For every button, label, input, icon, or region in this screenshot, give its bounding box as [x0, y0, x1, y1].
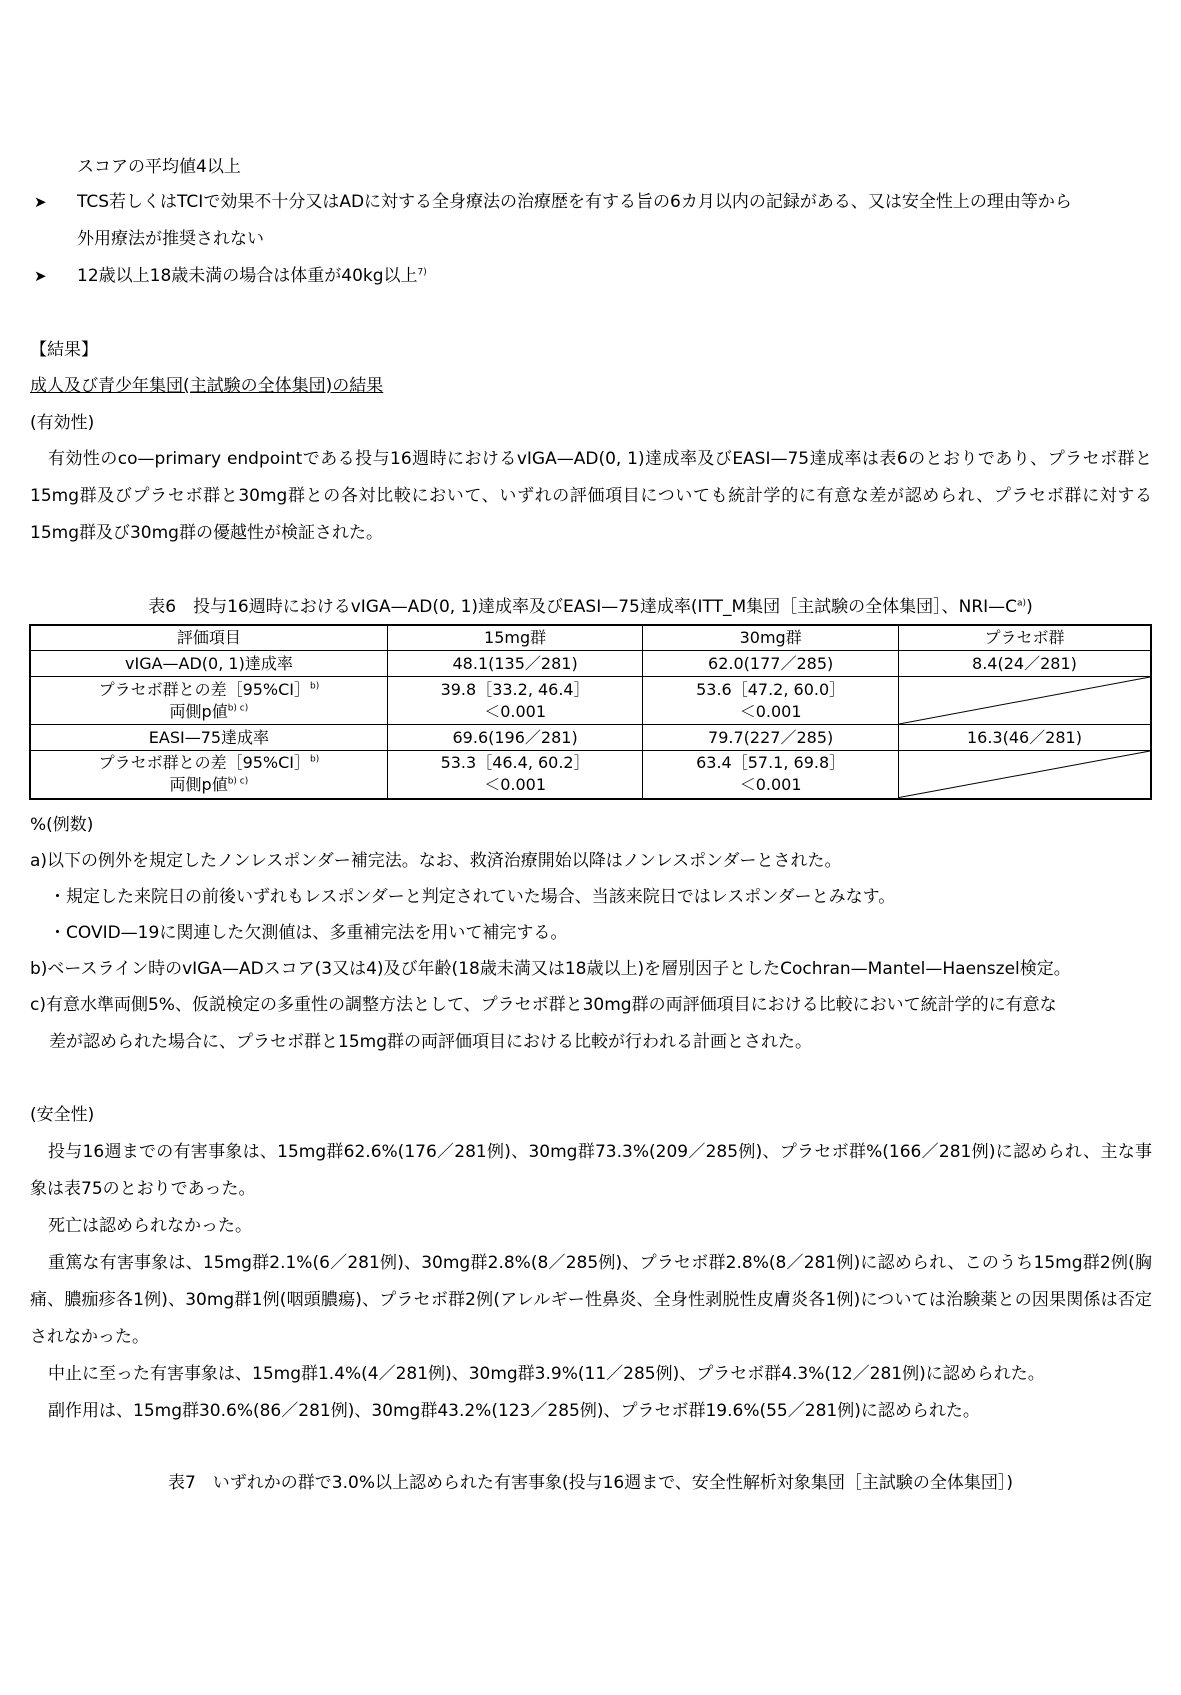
footnote-c: c)有意水準両側5%、仮説検定の多重性の調整方法として、プラセボ群と30mg群の両評価項目における比較において統計学的に有意な [30, 995, 1057, 1015]
table-cell: 53.3［46.4, 60.2］ ＜0.001 [387, 751, 643, 799]
safety-paragraph-5: 副作用は、15mg群30.6%(86／281例)、30mg群43.2%(123／285例)、プラセボ群19.6%(55／281例)に認められた。 [48, 1401, 980, 1421]
efficacy-label: (有効性) [30, 413, 95, 433]
table-cell: 62.0(177／285) [643, 651, 899, 677]
inclusion-bullet-2-cont: 外用療法が推奨されない [77, 229, 264, 249]
table-cell: 53.6［47.2, 60.0］ ＜0.001 [643, 677, 899, 725]
bullet-arrow-icon: ➤ [34, 193, 47, 211]
table-header-cell: プラセボ群 [898, 625, 1151, 651]
table7-title: 表7 いずれかの群で3.0%以上認められた有害事象(投与16週まで、安全性解析対象集団［主試験の全体集団］) [167, 1473, 1014, 1493]
table-row [30, 651, 1151, 677]
results-subheading: 成人及び青少年集団(主試験の全体集団)の結果 [30, 376, 384, 396]
row-label: vIGA—AD(0, 1)達成率 [30, 651, 387, 677]
table-cell: 8.4(24／281) [898, 651, 1151, 677]
table-row [30, 677, 1151, 725]
table-cell: 79.7(227／285) [643, 725, 899, 751]
table-cell: 16.3(46／281) [898, 725, 1151, 751]
table-header-cell: 30mg群 [643, 625, 899, 651]
results-heading: 【結果】 [30, 340, 98, 360]
table-cell: 69.6(196／281) [387, 725, 643, 751]
inclusion-line-1: スコアの平均値4以上 [77, 157, 241, 177]
empty-diagonal-cell [898, 677, 1151, 725]
safety-paragraph-1: 投与16週までの有害事象は、15mg群62.6%(176／281例)、30mg群73.3%(209／285例)、プラセボ群%(166／281例)に認められ、主な事象は表75のとおりであった。 [30, 1142, 1152, 1199]
table-row [30, 725, 1151, 751]
row-label: プラセボ群との差［95%CI］$^{b)}$ 両側p値$^{b) c)}$ [30, 677, 387, 725]
table6-unit-note: %(例数) [30, 815, 94, 835]
table-header-row [30, 625, 1151, 651]
table-cell: 63.4［57.1, 69.8］ ＜0.001 [643, 751, 899, 799]
efficacy-paragraph: 有効性のco—primary endpointである投与16週時におけるvIGA—AD(0, 1)達成率及びEASI—75達成率は表6のとおりであり、プラセボ群と15mg群及びプラセボ群と30mg群との各対比較において、いずれの評価項目についても統計学的に有意な差が認められ、プラセボ群に対する15mg群及び30mg群の優越性が検証された。 [30, 449, 1152, 543]
row-label: プラセボ群との差［95%CI］$^{b)}$ 両側p値$^{b) c)}$ [30, 751, 387, 799]
table-row [30, 751, 1151, 799]
safety-paragraph-2: 死亡は認められなかった。 [48, 1216, 252, 1236]
table6-title: 表6 投与16週時におけるvIGA—AD(0, 1)達成率及びEASI—75達成率(ITT_M集団［主試験の全体集団］、$NRI—C^{a)}$) [148, 597, 1033, 617]
safety-paragraph-3: 重篤な有害事象は、15mg群2.1%(6／281例)、30mg群2.8%(8／285例)、プラセボ群2.8%(8／281例)に認められ、このうち15mg群2例(胸痛、膿痂疹各1例)、30mg群1例(咽頭膿瘍)、プラセボ群2例(アレルギー性鼻炎、全身性剥脱性皮膚炎各1例)については治験薬との因果関係は否定されなかった。 [30, 1253, 1152, 1347]
safety-label: (安全性) [30, 1105, 95, 1125]
empty-diagonal-cell [898, 751, 1151, 799]
table-header-cell: 15mg群 [387, 625, 643, 651]
footnote-a: a)以下の例外を規定したノンレスポンダー補完法。なお、救済治療開始以降はノンレスポンダーとされた。 [30, 851, 842, 871]
table-header-cell: 評価項目 [30, 625, 387, 651]
inclusion-bullet-3: 12歳以上18歳未満の場合は体重が40kg以上$^{7)}$ [77, 266, 427, 286]
safety-paragraph-4: 中止に至った有害事象は、15mg群1.4%(4／281例)、30mg群3.9%(11／285例)、プラセボ群4.3%(12／281例)に認められた。 [48, 1364, 1045, 1384]
table6 [29, 624, 1152, 800]
footnote-a-item-1: ・規定した来院日の前後いずれもレスポンダーと判定されていた場合、当該来院日ではレスポンダーとみなす。 [49, 887, 896, 907]
table-cell: 39.8［33.2, 46.4］ ＜0.001 [387, 677, 643, 725]
bullet-arrow-icon: ➤ [34, 267, 47, 285]
footnote-a-item-2: ・COVID—19に関連した欠測値は、多重補完法を用いて補完する。 [49, 923, 568, 943]
table-cell: 48.1(135／281) [387, 651, 643, 677]
inclusion-bullet-2: TCS若しくはTCIで効果不十分又はADに対する全身療法の治療歴を有する旨の6カ月以内の記録がある、又は安全性上の理由等から [77, 192, 1072, 212]
footnote-c-cont: 差が認められた場合に、プラセボ群と15mg群の両評価項目における比較が行われる計画とされた。 [49, 1032, 812, 1052]
row-label: EASI—75達成率 [30, 725, 387, 751]
footnote-b: b)ベースライン時のvIGA—ADスコア(3又は4)及び年齢(18歳未満又は18歳以上)を層別因子としたCochran—Mantel—Haenszel検定。 [30, 959, 1071, 979]
